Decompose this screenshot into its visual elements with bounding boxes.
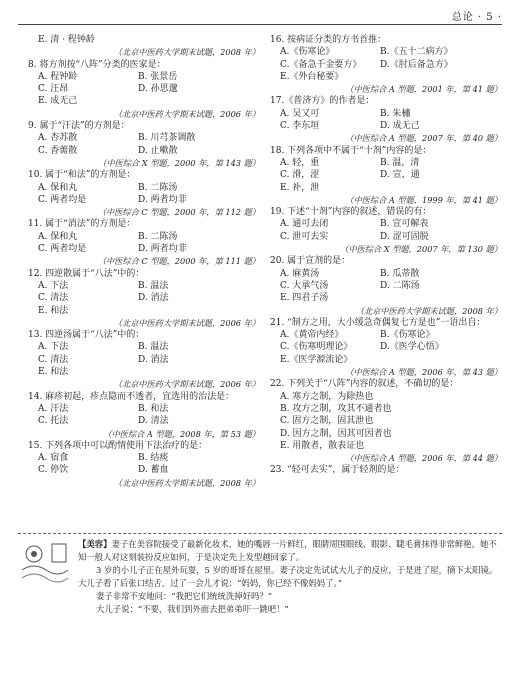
answer-option: A. 汗法 <box>38 403 69 414</box>
answer-option: C. 两者均是 <box>38 244 87 255</box>
answer-option: B. 和法 <box>138 403 169 414</box>
question-source: （中医综合 A 型题，2007 年，第 40 题） <box>345 133 502 144</box>
question-q15 <box>28 440 266 489</box>
question-q14 <box>28 391 266 440</box>
answer-option: D. 消法 <box>138 354 169 365</box>
question-stem: 11. 属于“消法”的方剂是： <box>28 219 136 230</box>
answer-option: B. 结痰 <box>138 453 169 464</box>
answer-option: A. 保和丸 <box>38 231 78 242</box>
question-q20 <box>270 255 508 316</box>
question-q10 <box>28 169 266 218</box>
answer-option: C. 滑，涩 <box>280 170 320 181</box>
answer-option: A. 吴又可 <box>280 108 320 119</box>
question-stem: 22. 下列关于“八阵”内容的叙述，不确切的是： <box>270 379 459 390</box>
answer-option: A. 麻黄汤 <box>280 268 320 279</box>
answer-option: C. 李东垣 <box>280 121 320 132</box>
answer-option: B. 二陈汤 <box>138 231 178 242</box>
answer-option: A. 下法 <box>38 342 69 353</box>
question-source: （中医综合 A 型题，1999 年，第 41 题） <box>345 194 502 205</box>
question-source: （北京中医药大学期末试题，2006 年） <box>113 108 260 119</box>
answer-option: C. 汪昂 <box>38 84 69 95</box>
answer-option: A. 寒方之制，为除热也 <box>280 391 374 402</box>
question-source: （中医综合 A 型题，2008 年，第 53 题） <box>103 428 260 439</box>
question-stem: 13. 四逆汤属于“八法”中的： <box>28 330 145 341</box>
question-stem: 18. 下列各项中不属于“十剂”内容的是： <box>270 145 432 156</box>
answer-option: B. 瓜蒂散 <box>380 268 420 279</box>
question-source: （北京中医药大学期末试题，2008 年） <box>113 47 260 58</box>
humor-paragraph-3: 妻子非常不安地问：“我把它们统统洗掉好吗？” <box>96 591 273 601</box>
answer-option: E. 和法 <box>38 367 69 378</box>
humor-paragraph-2: 3 岁的小儿子正在屋外玩耍，5 岁的哥哥在屋里。妻子决定先试试大儿子的反应，于是进了屋，摘下太阳镜。大儿子看了后张口结舌，过了一会儿才说：“妈妈，你已经不像妈妈了。” <box>78 565 498 588</box>
question-q13 <box>28 329 266 390</box>
answer-option: B. 二陈汤 <box>138 182 178 193</box>
question-stem: 10. 属于“和法”的方剂是： <box>28 170 136 181</box>
option-list <box>270 329 508 366</box>
answer-option: D. 两者均非 <box>138 244 187 255</box>
answer-option: B. 温法 <box>138 280 169 291</box>
question-q19 <box>270 206 508 255</box>
humor-paragraph-1 <box>78 538 498 564</box>
answer-option: D.《医学心悟》 <box>380 342 444 353</box>
answer-option: E. 和法 <box>38 305 69 316</box>
answer-option: C. 香薷散 <box>38 145 78 156</box>
answer-option: A. 轻，重 <box>280 157 320 168</box>
answer-option: C. 托法 <box>38 416 69 427</box>
question-q11 <box>28 218 266 267</box>
question-stem: 19. 下述“十剂”内容的叙述，错误的有： <box>270 207 432 218</box>
option-list <box>28 132 266 157</box>
answer-option: E. 成无己 <box>38 96 78 107</box>
humor-box <box>18 533 502 688</box>
question-source: （中医综合 X 型题，2007 年，第 130 题） <box>340 244 502 255</box>
answer-option: D. 宣，通 <box>380 170 420 181</box>
option-list <box>28 231 266 256</box>
answer-option: E.《医学源流论》 <box>280 354 353 365</box>
question-source: （中医综合 C 型题，2000 年，第 112 题） <box>97 207 260 218</box>
answer-option: D. 孙思邈 <box>138 84 178 95</box>
answer-option: B. 朱橚 <box>380 108 411 119</box>
answer-option: B. 张景岳 <box>138 71 178 82</box>
question-source: （北京中医药大学期末试题，2008 年） <box>113 477 260 488</box>
option-list <box>270 157 508 194</box>
answer-option: C. 大承气汤 <box>280 280 329 291</box>
answer-option: B.《伤寒论》 <box>380 330 435 341</box>
option-list <box>28 280 266 317</box>
answer-option: C.《备急千金要方》 <box>280 59 362 70</box>
answer-option: C. 清法 <box>38 354 69 365</box>
question-q8 <box>28 59 266 120</box>
answer-option: B. 攻方之制，攻其不通者也 <box>280 403 392 414</box>
answer-option: A. 程钟龄 <box>38 71 78 82</box>
page-header <box>18 8 502 25</box>
answer-option: D. 二陈汤 <box>380 280 420 291</box>
answer-option: A.《伤寒论》 <box>280 47 335 58</box>
option-list <box>28 71 266 108</box>
answer-option: D. 因方之制，因其可因者也 <box>280 428 392 439</box>
question-stem: 23. “轻可去实”，属于轻剂的是： <box>270 465 405 476</box>
decorative-ornament-icon <box>18 540 70 586</box>
answer-option: C. 两者均是 <box>38 194 87 205</box>
option-list <box>270 268 508 305</box>
question-q12 <box>28 268 266 329</box>
question-source: （中医综合 A 型题，2001 年，第 41 题） <box>345 84 502 95</box>
question-stem: 21. “制方之用，大小缓急奇偶复七方是也”一语出自： <box>270 317 486 328</box>
answer-option: E. 补，泄 <box>280 182 320 193</box>
question-q21 <box>270 317 508 378</box>
question-source: （北京中医药大学期末试题，2006 年） <box>113 317 260 328</box>
answer-option: D. 两者均非 <box>138 194 187 205</box>
answer-option: D. 涩可固脱 <box>380 231 429 242</box>
question-q9 <box>28 120 266 169</box>
option-list <box>28 452 266 477</box>
answer-option: D. 蓄血 <box>138 465 169 476</box>
humor-paragraph-4: 大儿子说：“不要，我们到外面去把弟弟吓一跳吧！” <box>96 604 289 614</box>
answer-option: E. 清 · 程钟龄 <box>38 35 95 45</box>
answer-option: B.《五十二病方》 <box>380 47 453 58</box>
option-list <box>270 391 508 452</box>
question-source: （北京中医药大学期末试题，2008 年） <box>355 305 502 316</box>
answer-option: B. 温法 <box>138 342 169 353</box>
question-q16 <box>270 34 508 95</box>
answer-option: A. 下法 <box>38 280 69 291</box>
right-column <box>270 34 508 477</box>
answer-option: A. 保和丸 <box>38 182 78 193</box>
answer-option: C. 泄可去实 <box>280 231 329 242</box>
option-list <box>28 182 266 207</box>
question-stem: 15. 下列各项中可以酌情使用下法治疗的是： <box>28 440 208 451</box>
answer-option: A.《黄帝内经》 <box>280 330 344 341</box>
humor-badge: 【美容】 <box>78 539 112 549</box>
answer-option: C. 清法 <box>38 293 69 304</box>
answer-option: E. 四君子汤 <box>280 293 329 304</box>
answer-option: C. 停饮 <box>38 465 69 476</box>
answer-option: A. 杏苏散 <box>38 133 78 144</box>
question-stem: 14. 麻疹初起，疹点隐而不透者，宜选用的治法是： <box>28 391 235 402</box>
question-ql0 <box>28 34 266 59</box>
answer-option: C. 固方之制，固其泄也 <box>280 416 374 427</box>
question-q22 <box>270 378 508 464</box>
question-source: （中医综合 A 型题，2006 年，第 43 题） <box>345 367 502 378</box>
left-column <box>28 34 266 489</box>
question-stem: 17.《普济方》的作者是： <box>270 96 375 107</box>
question-q17 <box>270 95 508 144</box>
question-stem: 8. 将方剂按“八阵”分类的医家是： <box>28 59 166 70</box>
answer-option: B. 川芎茶调散 <box>138 133 196 144</box>
question-stem: 20. 属于宣剂的是： <box>270 256 351 267</box>
answer-option: E. 用散者，散表证也 <box>280 440 365 451</box>
answer-option: E.《外台秘要》 <box>280 71 344 82</box>
answer-option: D.《肘后备急方》 <box>380 59 453 70</box>
answer-option: C.《伤寒明理论》 <box>280 342 353 353</box>
question-q23 <box>270 464 508 476</box>
question-source: （中医综合 A 型题，2006 年，第 44 题） <box>345 453 502 464</box>
option-list <box>270 46 508 83</box>
answer-option: B. 宣可解表 <box>380 219 429 230</box>
question-stem: 9. 属于“汗法”的方剂是： <box>28 121 130 132</box>
humor-line-1: 妻子在美容院接受了最新化妆术，她的嘴唇一片鲜红，眼睛周围眼线、眼影、睫毛膏抹得非常鲜艳。她不知一般人对这刻装扮反应如何，于是决定先上发型越回家了。 <box>78 539 497 562</box>
answer-option: B. 温，清 <box>380 157 420 168</box>
answer-option: D. 止嗽散 <box>138 145 178 156</box>
answer-option: A. 通可去闭 <box>280 219 329 230</box>
answer-option: D. 清法 <box>138 416 169 427</box>
answer-option: D. 消法 <box>138 293 169 304</box>
answer-option: D. 成无己 <box>380 121 420 132</box>
option-list <box>270 218 508 243</box>
option-list <box>270 108 508 133</box>
question-source: （北京中医药大学期末试题，2006 年） <box>113 379 260 390</box>
answer-option: A. 宿食 <box>38 453 69 464</box>
question-stem: 16. 按病证分类的方书首推： <box>270 35 387 45</box>
option-list <box>28 34 266 46</box>
question-stem: 12. 四逆散属于“八法”中的： <box>28 268 145 279</box>
page-title: 总论 · 5 · <box>451 12 502 23</box>
option-list <box>28 341 266 378</box>
question-q18 <box>270 145 508 206</box>
question-source: （中医综合 C 型题，2000 年，第 111 题） <box>97 256 260 267</box>
option-list <box>28 403 266 428</box>
question-source: （中医综合 X 型题，2000 年，第 143 题） <box>98 157 260 168</box>
